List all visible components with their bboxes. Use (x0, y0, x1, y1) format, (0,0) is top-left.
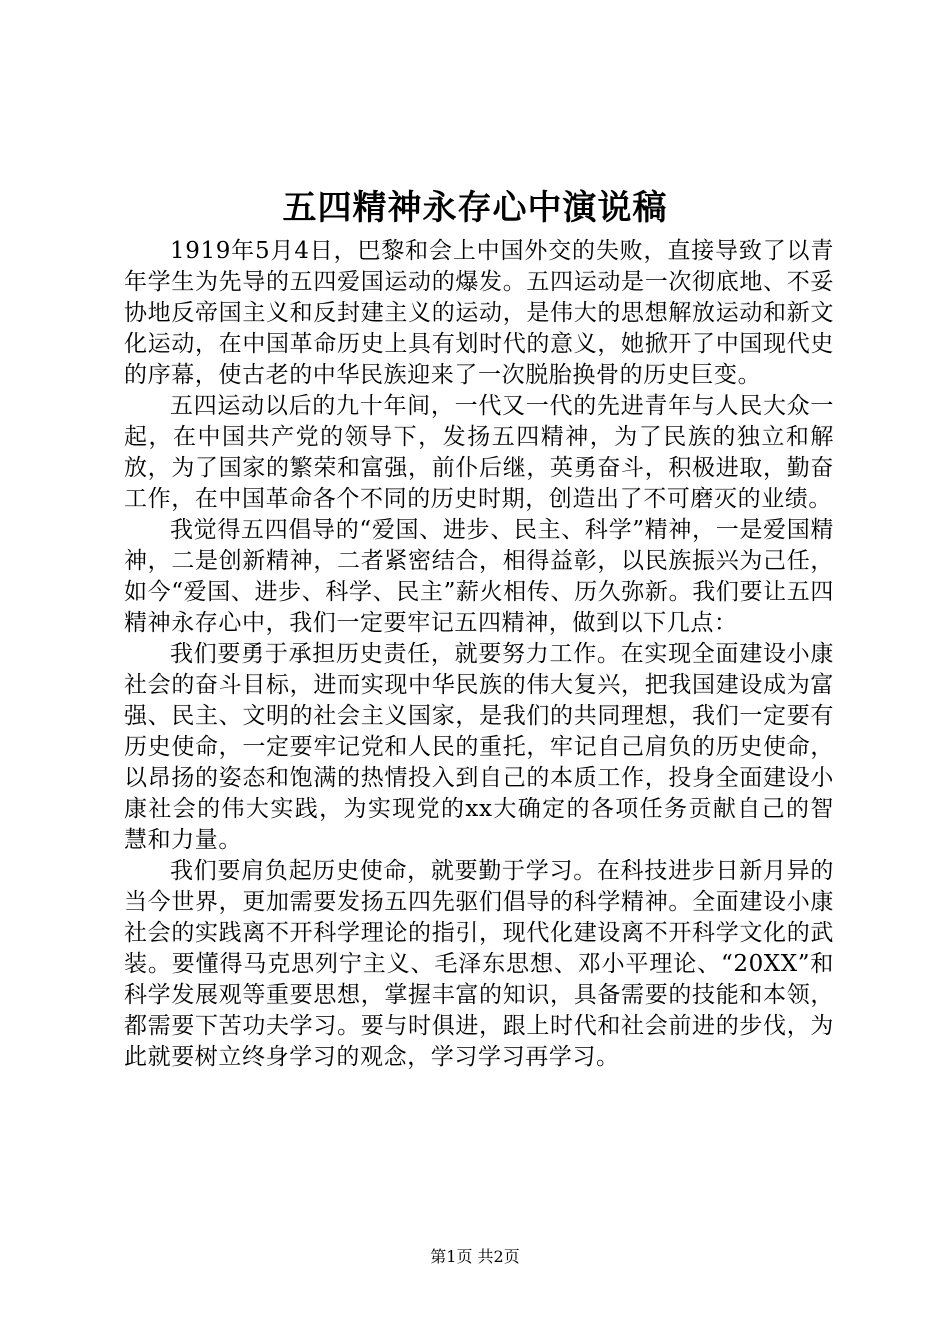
paragraph: 我们要勇于承担历史责任，就要努力工作。在实现全面建设小康社会的奋斗目标，进而实现中华民族的伟大复兴，把我国建设成为富强、民主、文明的社会主义国家，是我们的共同理想，我们一定要有历史使命，一定要牢记党和人民的重托，牢记自己肩负的历史使命，以昂扬的姿态和饱满的热情投入到自己的本质工作，投身全面建设小康社会的伟大实践，为实现党的xx大确定的各项任务贡献自己的智慧和力量。 (124, 641, 834, 853)
page-footer: 第1页 共2页 (430, 1247, 520, 1266)
paragraph: 五四运动以后的九十年间，一代又一代的先进青年与人民大众一起，在中国共产党的领导下，发扬五四精神，为了民族的独立和解放，为了国家的繁荣和富强，前仆后继，英勇奋斗，积极进取，勤奋工作，在中国革命各个不同的历史时期，创造出了不可磨灭的业绩。 (124, 393, 834, 512)
document-title: 五四精神永存心中演说稿 (282, 188, 668, 228)
paragraph: 我觉得五四倡导的“爱国、进步、民主、科学”精神，一是爱国精神，二是创新精神，二者紧密结合，相得益彰，以民族振兴为己任，如今“爱国、进步、科学、民主”薪火相传、历久弥新。我们要让五四精神永存心中，我们一定要牢记五四精神，做到以下几点： (124, 517, 834, 636)
paragraph: 我们要肩负起历史使命，就要勤于学习。在科技进步日新月异的当今世界，更加需要发扬五四先驱们倡导的科学精神。全面建设小康社会的实践离不开科学理论的指引，现代化建设离不开科学文化的武装。要懂得马克思列宁主义、毛泽东思想、邓小平理论、“20XX”和科学发展观等重要思想，掌握丰富的知识，具备需要的技能和本领，都需要下苦功夫学习。要与时俱进，跟上时代和社会前进的步伐，为此就要树立终身学习的观念，学习学习再学习。 (124, 858, 834, 1070)
paragraph: 1919年5月4日，巴黎和会上中国外交的失败，直接导致了以青年学生为先导的五四爱国运动的爆发。五四运动是一次彻底地、不妥协地反帝国主义和反封建主义的运动，是伟大的思想解放运动和新文化运动，在中国革命历史上具有划时代的意义，她掀开了中国现代史的序幕，使古老的中华民族迎来了一次脱胎换骨的历史巨变。 (124, 238, 834, 388)
document-body (124, 236, 834, 1073)
